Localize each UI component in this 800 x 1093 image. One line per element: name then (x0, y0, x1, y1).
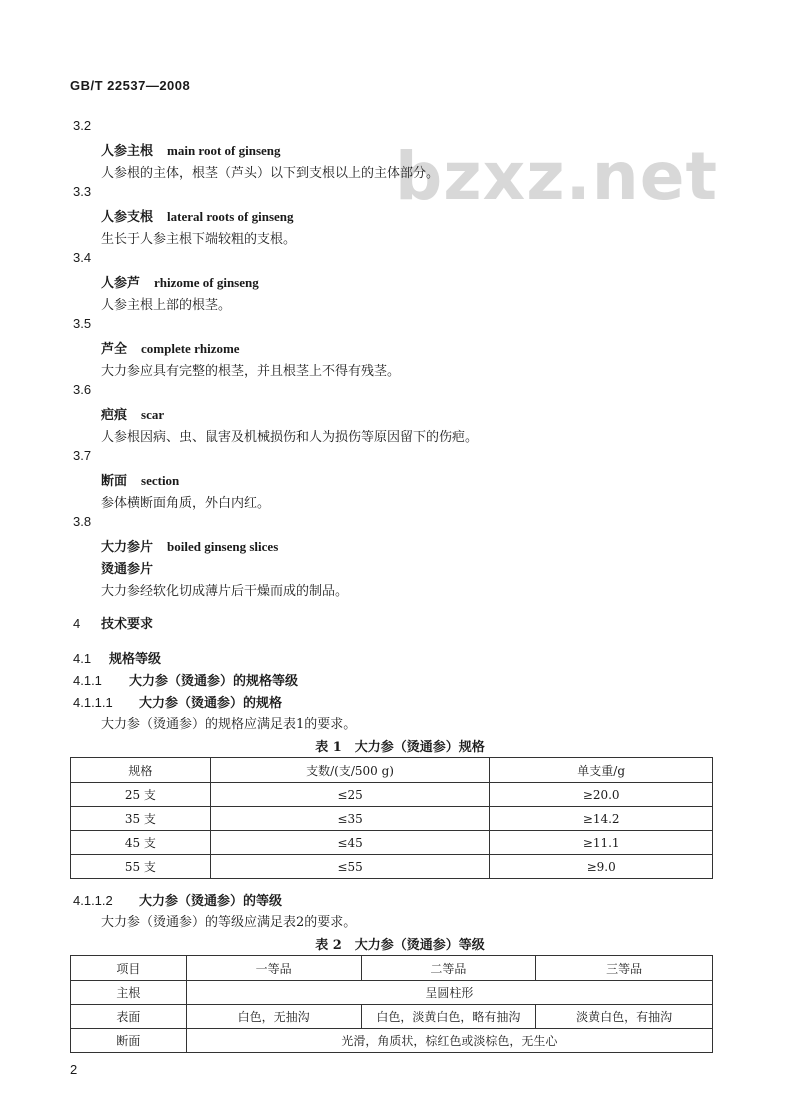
table-row (71, 1005, 713, 1029)
table-cell: ≤45 (210, 831, 490, 855)
term-en: rhizome of ginseng (154, 275, 259, 290)
section-title: 大力参（烫通参）的规格 (139, 696, 283, 711)
table1 (70, 757, 713, 879)
table1-header-spec: 规格 (71, 758, 211, 783)
table-row (71, 855, 713, 879)
term-en: lateral roots of ginseng (167, 209, 294, 224)
table2-header-grade2: 二等品 (361, 956, 536, 981)
term-definition: 人参根的主体，根茎（芦头）以下到支根以上的主体部分。 (101, 166, 440, 181)
section-title: 技术要求 (101, 617, 154, 632)
table1-caption: 表 1 大力参（烫通参）规格 (315, 740, 485, 755)
table1-header-count: 支数/(支/500 g) (210, 758, 490, 783)
term-zh: 人参主根 (101, 144, 154, 159)
section-title: 大力参（烫通参）的规格等级 (129, 674, 299, 689)
term-heading (101, 536, 278, 555)
page-number: 2 (70, 1062, 78, 1077)
term-zh: 断面 (101, 474, 128, 489)
table1-header-weight: 单支重/g (490, 758, 713, 783)
term-heading (101, 338, 240, 357)
section-number: 4.1.1.1 (73, 695, 113, 710)
table-cell: 25 支 (71, 783, 211, 807)
term-zh: 疤痕 (101, 408, 128, 423)
table-cell: 主根 (71, 981, 187, 1005)
term-zh: 芦全 (101, 342, 128, 357)
table-cell: ≥20.0 (490, 783, 713, 807)
term-heading (101, 404, 164, 423)
table2-header-grade3: 三等品 (536, 956, 713, 981)
term-definition: 人参主根上部的根茎。 (101, 298, 232, 313)
term-number: 3.2 (73, 118, 92, 133)
table1-reference-text: 大力参（烫通参）的规格应满足表1的要求。 (101, 717, 357, 732)
table-cell: 55 支 (71, 855, 211, 879)
term-alternate: 烫通参片 (101, 562, 154, 577)
table-row (71, 831, 713, 855)
term-en: complete rhizome (141, 341, 240, 356)
table-cell: 白色，淡黄白色，略有抽沟 (361, 1005, 536, 1029)
section-4-1-heading (73, 648, 161, 667)
table2-caption: 表 2 大力参（烫通参）等级 (315, 938, 485, 953)
table-cell: ≥9.0 (490, 855, 713, 879)
term-number: 3.8 (73, 514, 92, 529)
term-zh: 大力参片 (101, 540, 154, 555)
table-cell: ≤55 (210, 855, 490, 879)
term-definition: 人参根因病、虫、鼠害及机械损伤和人为损伤等原因留下的伤疤。 (101, 430, 479, 445)
section-title: 大力参（烫通参）的等级 (139, 894, 283, 909)
table2-reference-text: 大力参（烫通参）的等级应满足表2的要求。 (101, 915, 357, 930)
table-cell: 呈圆柱形 (186, 981, 712, 1005)
table-cell: ≥14.2 (490, 807, 713, 831)
term-number: 3.4 (73, 250, 92, 265)
term-definition: 大力参应具有完整的根茎，并且根茎上不得有残茎。 (101, 364, 401, 379)
table2-header-grade1: 一等品 (186, 956, 361, 981)
table-cell: ≤25 (210, 783, 490, 807)
term-definition: 生长于人参主根下端较粗的支根。 (101, 232, 297, 247)
table-cell: 断面 (71, 1029, 187, 1053)
table-cell: 白色，无抽沟 (186, 1005, 361, 1029)
term-definition: 大力参经软化切成薄片后干燥而成的制品。 (101, 584, 349, 599)
section-4-1-1-2-heading (73, 890, 282, 909)
term-heading (101, 272, 259, 291)
term-en: scar (141, 407, 165, 422)
term-zh: 人参芦 (101, 276, 141, 291)
table-cell: 45 支 (71, 831, 211, 855)
term-heading (101, 470, 179, 489)
watermark: bzxz.net (395, 138, 719, 215)
section-number: 4.1 (73, 651, 92, 666)
table-row (71, 981, 713, 1005)
table2 (70, 955, 713, 1053)
table2-header-item: 项目 (71, 956, 187, 981)
term-en: main root of ginseng (167, 143, 281, 158)
term-zh: 人参支根 (101, 210, 154, 225)
table-row (71, 783, 713, 807)
table-cell: ≥11.1 (490, 831, 713, 855)
section-4-heading (73, 613, 153, 632)
table-row (71, 807, 713, 831)
term-number: 3.6 (73, 382, 92, 397)
table-row (71, 1029, 713, 1053)
table-cell: ≤35 (210, 807, 490, 831)
term-number: 3.5 (73, 316, 92, 331)
table-cell: 表面 (71, 1005, 187, 1029)
section-4-1-1-1-heading (73, 692, 282, 711)
standard-number: GB/T 22537—2008 (70, 78, 191, 93)
term-en: section (141, 473, 180, 488)
table-cell: 35 支 (71, 807, 211, 831)
section-number: 4.1.1.2 (73, 893, 113, 908)
term-number: 3.3 (73, 184, 92, 199)
term-heading (101, 206, 294, 225)
term-heading (101, 140, 281, 159)
term-en: boiled ginseng slices (167, 539, 279, 554)
section-number: 4 (73, 616, 81, 631)
term-number: 3.7 (73, 448, 92, 463)
section-number: 4.1.1 (73, 673, 102, 688)
section-4-1-1-heading (73, 670, 298, 689)
table-cell: 光滑，角质状，棕红色或淡棕色，无生心 (186, 1029, 712, 1053)
table-cell: 淡黄白色，有抽沟 (536, 1005, 713, 1029)
section-title: 规格等级 (109, 652, 162, 667)
term-definition: 参体横断面角质，外白内红。 (101, 496, 271, 511)
